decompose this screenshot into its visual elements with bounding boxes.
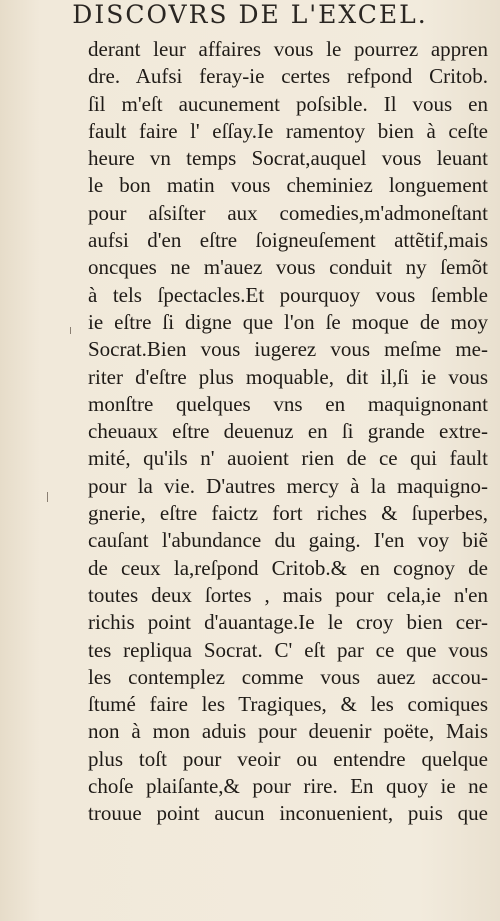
text-line: mité, qu'ils n' auoient rien de ce qui fault — [88, 446, 488, 471]
text-line: heure vn temps Socrat,auquel vous leuant — [88, 146, 488, 171]
text-line: plus toſt pour veoir ou entendre quelque — [88, 746, 488, 771]
text-line: ſil m'eſt aucunement poſsible. Il vous en — [88, 91, 488, 116]
text-line: les contemplez comme vous auez accou- — [88, 664, 488, 689]
text-line: le bon matin vous cheminiez longuement — [88, 173, 488, 198]
page-text — [88, 36, 488, 828]
text-line: non à mon aduis pour deuenir poëte, Mais — [88, 719, 488, 744]
text-line: pour la vie. D'autres mercy à la maquigno- — [88, 473, 488, 498]
text-line: oncques ne m'auez vous conduit ny ſemõt — [88, 255, 488, 280]
text-line: de ceux la,reſpond Critob.& en cognoy de — [88, 555, 488, 580]
text-line: derant leur affaires vous le pourrez appren — [88, 37, 488, 61]
text-line: tes repliqua Socrat. C' eſt par ce que vous — [88, 637, 488, 662]
text-line: ſtumé faire les Tragiques, & les comiques — [88, 692, 488, 717]
text-line: à tels ſpectacles.Et pourquoy vous ſemble — [88, 282, 488, 307]
text-line: dre. Aufsi feray-ie certes refpond Critob. — [88, 64, 488, 89]
text-line: toutes deux ſortes , mais pour cela,ie n'en — [88, 582, 488, 607]
text-line: riter d'eſtre plus moquable, dit il,ſi ie vous — [88, 364, 488, 389]
text-line: fault faire l' eſſay.Ie ramentoy bien à ceſte — [88, 118, 488, 143]
text-line: aufsi d'en eſtre ſoigneuſement attẽtif,mais — [88, 228, 488, 253]
text-line: cauſant l'abundance du gaing. I'en voy biẽ — [88, 528, 488, 553]
text-line: pour aſsiſter aux comedies,m'admoneſtant — [88, 200, 488, 225]
paper-mark — [47, 492, 48, 502]
text-line: richis point d'auantage.Ie le croy bien cer- — [88, 610, 488, 635]
text-line: cheuaux eſtre deuenuz en ſi grande extre- — [88, 419, 488, 444]
text-line: gnerie, eſtre faictz fort riches & ſuperbes, — [88, 501, 488, 526]
text-line: choſe plaiſante,& pour rire. En quoy ie ne — [88, 774, 488, 799]
paper-mark — [70, 327, 71, 334]
running-header: DISCOVRS DE L'EXCEL. — [72, 0, 428, 29]
text-line: monſtre quelques vns en maquignonant — [88, 391, 488, 416]
text-line: ie eſtre ſi digne que l'on ſe moque de moy — [88, 309, 488, 334]
text-line: Socrat.Bien vous iugerez vous meſme me- — [88, 337, 488, 362]
text-line: trouue point aucun inconuenient, puis que — [88, 801, 488, 826]
